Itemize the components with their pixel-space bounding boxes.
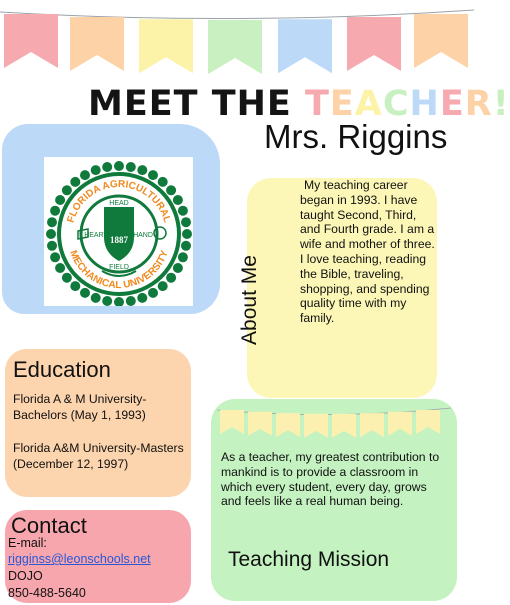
pennant-flag — [347, 17, 401, 71]
teaching-mission-paragraph: As a teacher, my greatest contribution to mankind is to provide a classroom in which every student, every day, grows and feels like a real human being. — [221, 450, 440, 509]
heading-letter: T — [304, 84, 330, 124]
pennant-flag — [139, 19, 193, 73]
seal-top-text: FLORIDA AGRICULTURAL — [65, 178, 173, 224]
heading-letter: R — [464, 84, 493, 124]
phone-number: 850-488-5640 — [8, 586, 86, 600]
heading-letter: C — [382, 84, 410, 124]
heading-letter: ! — [492, 84, 510, 124]
heading-dark-text: MEET THE — [88, 84, 305, 124]
seal-hand-text: HAND — [133, 232, 153, 239]
pennant-flag — [208, 20, 262, 74]
education-item-bachelors: Florida A & M University-Bachelors (May 1, 1993) — [13, 392, 147, 422]
dojo-label: DOJO — [8, 569, 43, 583]
famu-seal-icon — [44, 157, 193, 306]
seal-head-text: HEAD — [109, 200, 129, 207]
heading-letter: H — [409, 84, 440, 124]
pennant-flag — [4, 14, 58, 68]
pennant-flag — [278, 19, 332, 73]
teaching-mission-title: Teaching Mission — [228, 548, 390, 571]
seal-year: 1887 — [110, 235, 128, 245]
pennant-flag — [70, 17, 124, 71]
about-me-text — [300, 178, 436, 326]
seal-heart-text: HEART — [84, 232, 108, 239]
heading-letter: E — [329, 84, 355, 124]
heading-letter: E — [439, 84, 465, 124]
teaching-mission-text — [221, 450, 443, 509]
pennant-flag — [414, 14, 468, 68]
education-title: Education — [13, 357, 111, 382]
education-item-masters: Florida A&M University-Masters (December 12, 1997) — [13, 441, 184, 471]
banner-string — [0, 10, 474, 19]
contact-title: Contact — [11, 513, 87, 538]
about-me-label: About Me — [238, 255, 261, 345]
seal-bottom-text: MECHANICAL UNIVERSITY — [67, 248, 171, 292]
teacher-name: Mrs. Riggins — [264, 118, 448, 155]
university-seal — [44, 157, 193, 306]
about-me-paragraph: My teaching career began in 1993. I have taught Second, Third, and Fourth grade. I am a wife and mother of three. I love teaching, reading the Bible, traveling, shopping, and spending quality time with my family. — [300, 178, 435, 326]
email-link[interactable]: rigginss@leonschools.net — [8, 552, 151, 566]
email-label: E-mail: — [8, 536, 47, 550]
heading-letter: A — [354, 84, 383, 124]
seal-field-text: FIELD — [109, 264, 129, 271]
